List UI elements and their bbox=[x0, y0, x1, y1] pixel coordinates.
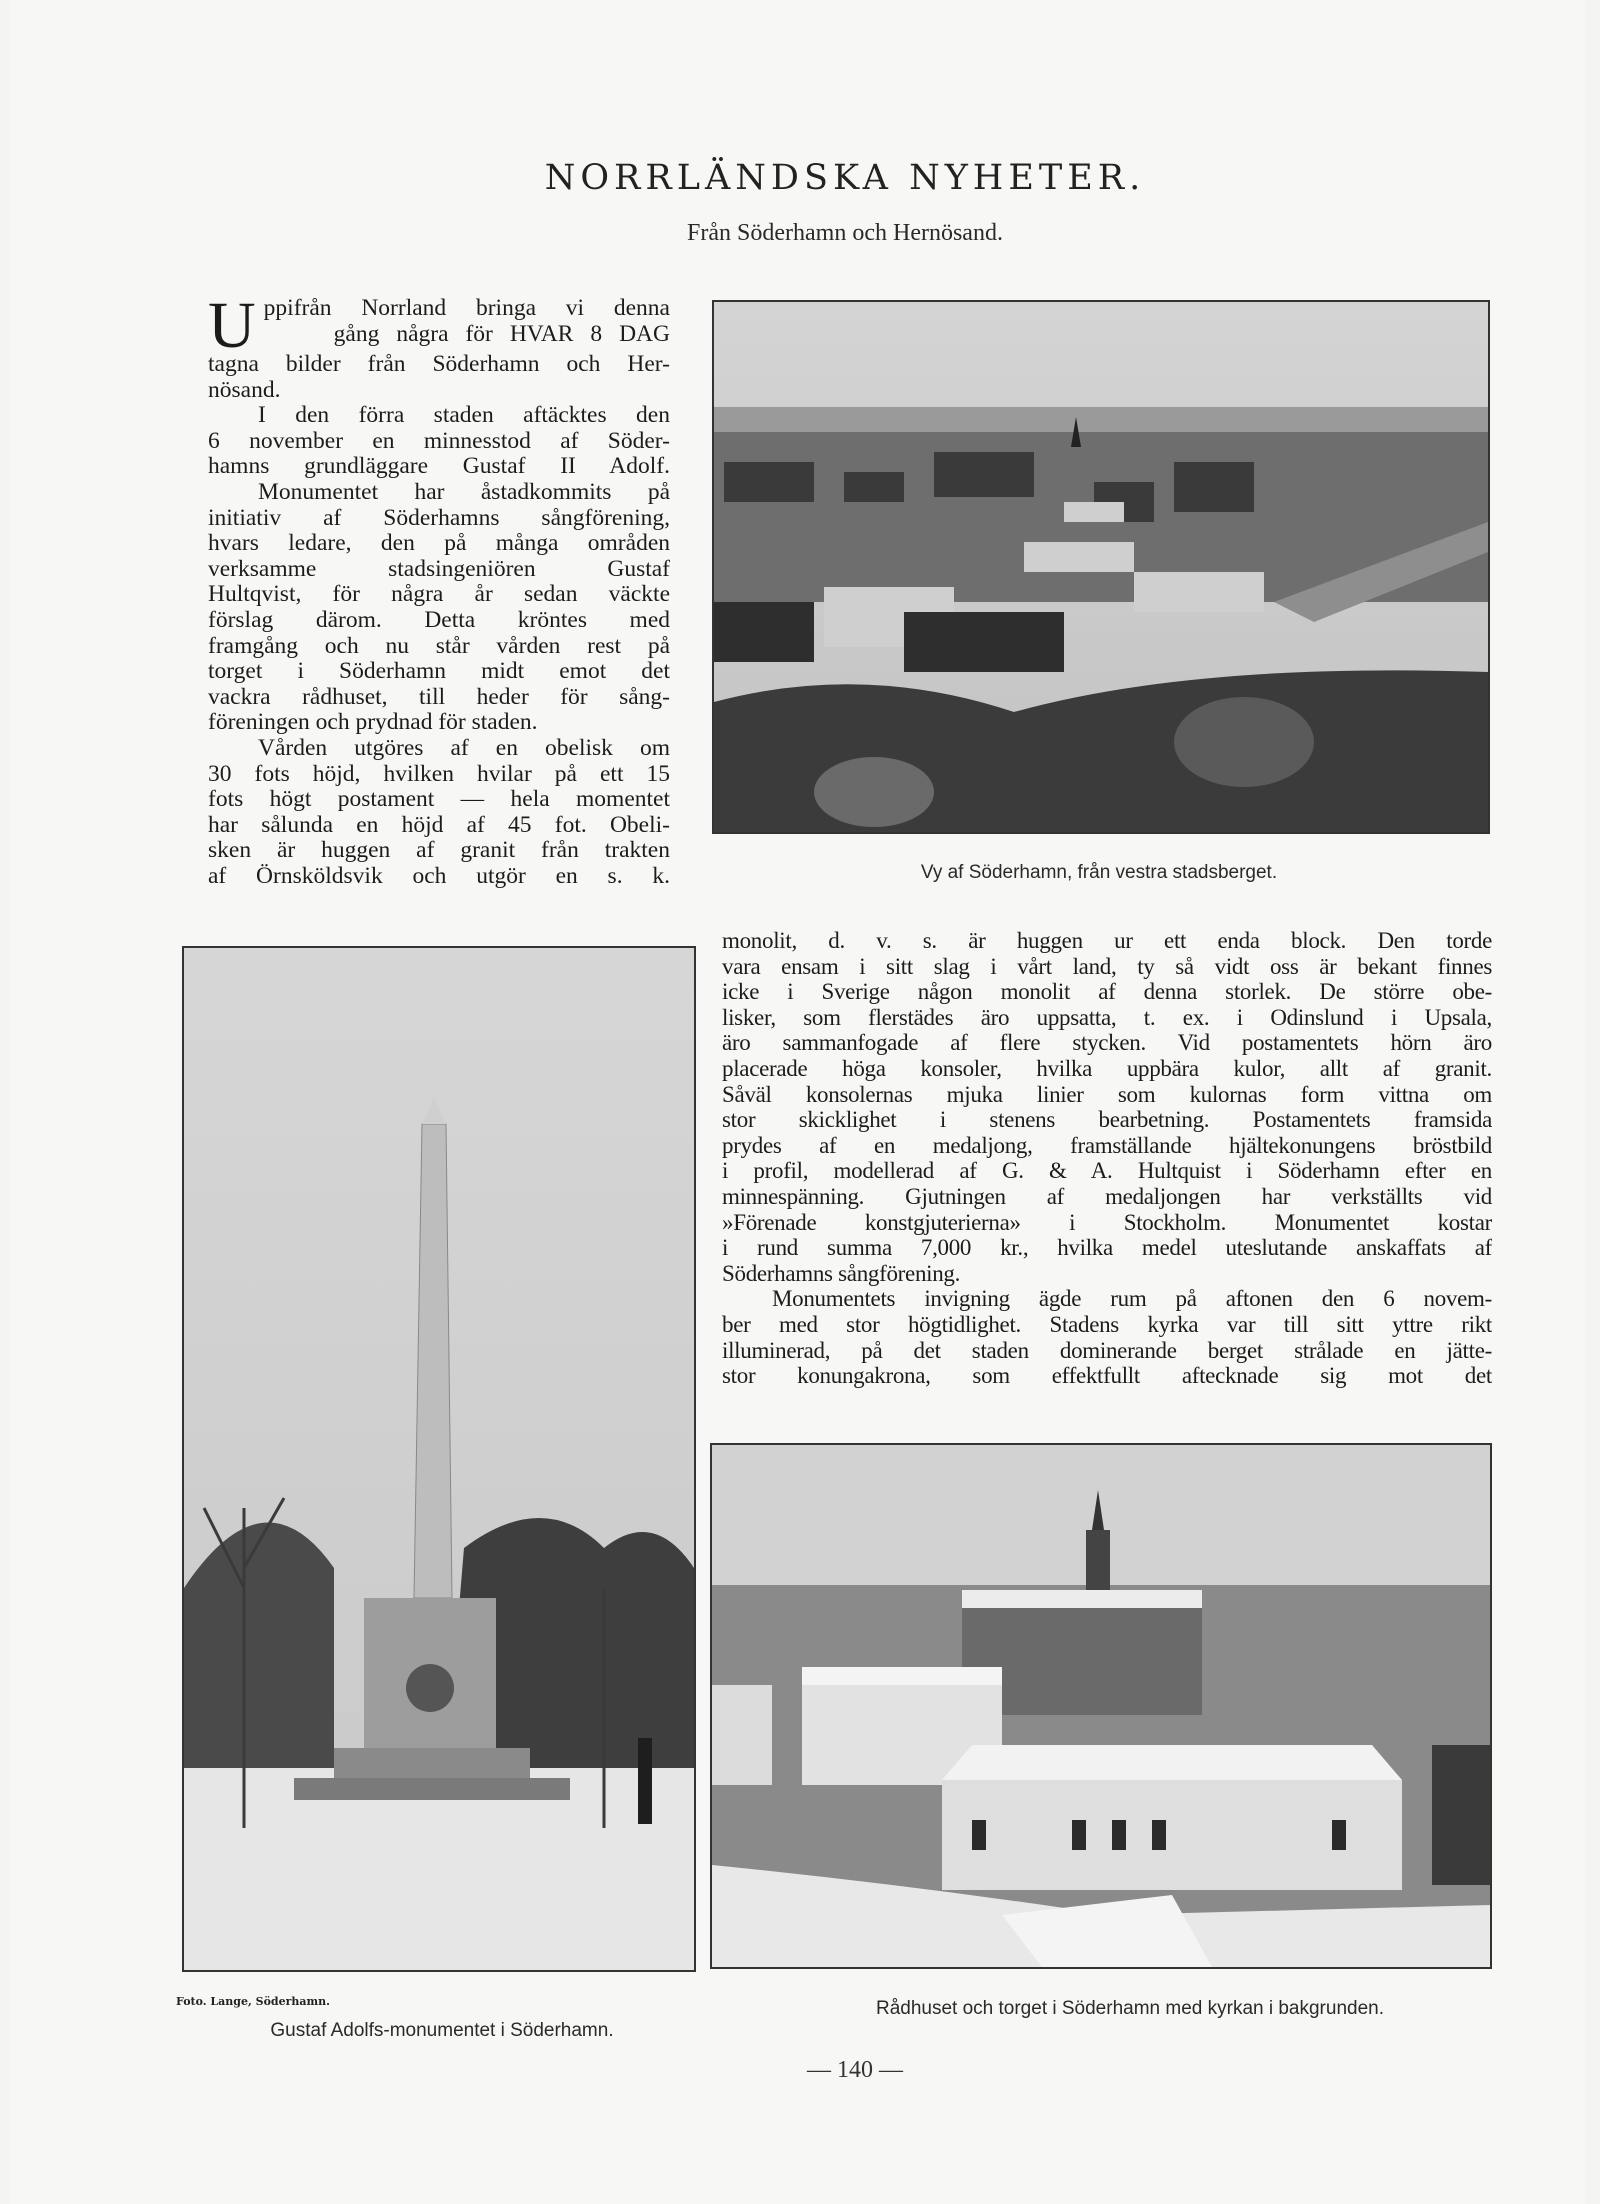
text-line: Vården utgöres af en obelisk om bbox=[258, 735, 670, 761]
text-line: »Förenade konstgjuterierna» i Stockholm. Monumentet kostar bbox=[722, 1209, 1492, 1235]
text-line: 6 november en minnesstod af Söder- bbox=[208, 428, 670, 454]
caption-town-view: Vy af Söderhamn, från vestra stadsberget. bbox=[920, 862, 1278, 883]
text-line: Monumentets invigning ägde rum på aftonen den 6 novem- bbox=[772, 1286, 1492, 1312]
text-line: initiativ af Söderhamns sångförening, bbox=[208, 505, 670, 531]
text-line: minnespänning. Gjutningen af medaljongen har verkställts vid bbox=[722, 1183, 1492, 1209]
text-line: icke i Sverige någon monolit af denna storlek. De större obe- bbox=[722, 979, 1492, 1005]
text-line: hamns grundläggare Gustaf II Adolf. bbox=[208, 454, 670, 480]
text-line: tagna bilder från Söderhamn och Her- bbox=[208, 352, 670, 377]
photo-monument bbox=[182, 946, 696, 1972]
text-line: stor skicklighet i stenens bearbetning. Postamentets framsida bbox=[722, 1107, 1492, 1133]
text-line: förslag därom. Detta kröntes med bbox=[208, 607, 670, 633]
photo-town-hall bbox=[710, 1443, 1492, 1969]
photo-town-view bbox=[712, 300, 1490, 834]
text-line: ber med stor högtidlighet. Stadens kyrka var till sitt yttre rikt bbox=[722, 1311, 1492, 1337]
caption-town-hall: Rådhuset och torget i Söderhamn med kyrkan i bakgrunden. bbox=[875, 1998, 1385, 2019]
text-line: fots högt postament — hela momentet bbox=[208, 787, 670, 813]
page-number: — 140 — bbox=[807, 2057, 903, 2083]
left-text-column bbox=[208, 289, 670, 889]
town-view-image bbox=[714, 302, 1488, 832]
text-line: Såväl konsolernas mjuka linier som kulornas form vittna om bbox=[722, 1081, 1492, 1107]
right-text-column bbox=[722, 928, 1492, 1389]
text-line: af Örnsköldsvik och utgör en s. k. bbox=[208, 863, 670, 889]
text-line: vackra rådhuset, till heder för sång- bbox=[208, 684, 670, 710]
text-line: i profil, modellerad af G. & A. Hultquist i Söderhamn efter en bbox=[722, 1158, 1492, 1184]
text-line: verksamme stadsingeniören Gustaf bbox=[208, 556, 670, 582]
text-line: ppifrån Norrland bringa vi denna bbox=[263, 296, 670, 321]
drop-cap: U bbox=[208, 289, 256, 362]
text-line: föreningen och prydnad för staden. bbox=[208, 710, 538, 736]
text-line: vara ensam i sitt slag i vårt land, ty så vidt oss är bekant finnes bbox=[722, 953, 1492, 979]
text-line: Hultqvist, för några år sedan väckte bbox=[208, 582, 670, 608]
text-line: illuminerad, på det staden dominerande berget strålade en jätte- bbox=[722, 1337, 1492, 1363]
text-line: 30 fots höjd, hvilken hvilar på ett 15 bbox=[208, 761, 670, 787]
text-line: I den förra staden aftäcktes den bbox=[258, 403, 670, 429]
photo-credit: Foto. Lange, Söderhamn. bbox=[176, 1995, 330, 2008]
text-line: stor konungakrona, som effektfullt aftecknade sig mot det bbox=[722, 1363, 1492, 1389]
text-line: prydes af en medaljong, framställande hjältekonungens bröstbild bbox=[722, 1132, 1492, 1158]
text-line: torget i Söderhamn midt emot det bbox=[208, 659, 670, 685]
caption-monument: Gustaf Adolfs-monumentet i Söderhamn. bbox=[270, 2020, 614, 2041]
text-line: placerade höga konsoler, hvilka uppbära kulor, allt af granit. bbox=[722, 1055, 1492, 1081]
text-line: Söderhamns sångförening. bbox=[722, 1260, 961, 1286]
text-line: har sålunda en höjd af 45 fot. Obeli- bbox=[208, 812, 670, 838]
text-line: lisker, som flerstädes äro uppsatta, t. ex. i Odinslund i Upsala, bbox=[722, 1004, 1492, 1030]
text-line: Monumentet har åstadkommits på bbox=[258, 479, 670, 505]
text-line: framgång och nu står vården rest på bbox=[208, 633, 670, 659]
text-line: gång några för HVAR 8 DAG bbox=[333, 321, 670, 347]
text-line: nösand. bbox=[208, 377, 281, 403]
monument-image bbox=[184, 948, 694, 1970]
page-subtitle: Från Söderhamn och Hernösand. bbox=[687, 220, 1003, 246]
text-line: hvars ledare, den på många områden bbox=[208, 531, 670, 557]
text-line: i rund summa 7,000 kr., hvilka medel uteslutande anskaffats af bbox=[722, 1235, 1492, 1261]
page-title: NORRLÄNDSKA NYHETER. bbox=[544, 158, 1146, 198]
text-line: äro sammanfogade af flere stycken. Vid postamentets hörn äro bbox=[722, 1030, 1492, 1056]
town-hall-image bbox=[712, 1445, 1490, 1967]
text-line: monolit, d. v. s. är huggen ur ett enda block. Den torde bbox=[722, 928, 1492, 953]
text-line: sken är huggen af granit från trakten bbox=[208, 838, 670, 864]
